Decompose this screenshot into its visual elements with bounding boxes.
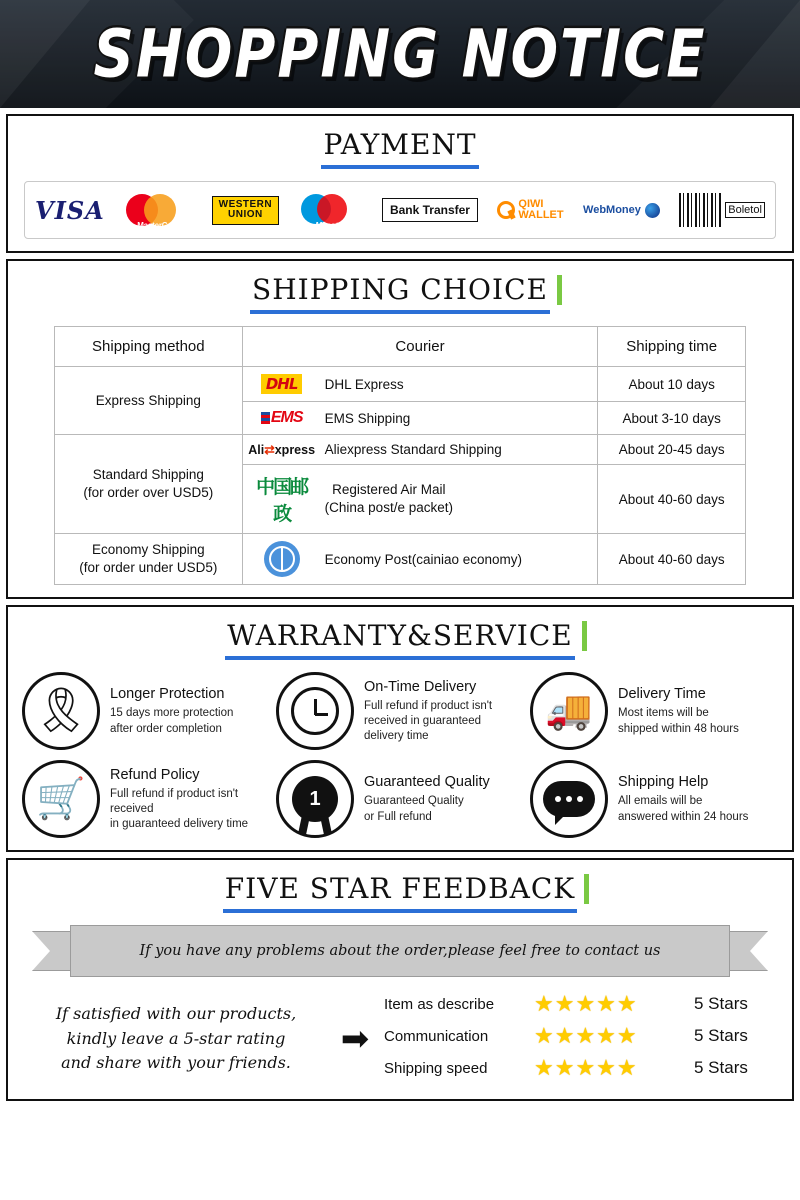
webmoney-icon <box>583 203 660 218</box>
rating-row-item-as-describe <box>384 991 774 1017</box>
warranty-line1: Full refund if product isn't received <box>110 787 239 815</box>
aliexpress-icon: Ali⇄xpress <box>248 443 316 457</box>
payment-logo-boleto <box>679 190 765 230</box>
table-row <box>55 435 746 465</box>
feedback-title: FIVE STAR FEEDBACK <box>223 872 577 913</box>
wu-line1: WESTERN <box>218 198 273 210</box>
warranty-title-text: Longer Protection <box>110 686 225 703</box>
warranty-line2: answered within 24 hours <box>618 810 749 823</box>
cell-method-standard <box>55 435 243 534</box>
warranty-title: WARRANTY&SERVICE <box>225 619 574 660</box>
shipping-table <box>54 326 746 585</box>
title-accent-tick <box>582 621 587 651</box>
courier-name: Aliexpress Standard Shipping <box>324 442 502 457</box>
header-banner <box>0 0 800 108</box>
th-shipping-method: Shipping method <box>55 327 243 367</box>
warranty-item-delivery-time <box>530 672 778 750</box>
webmoney-label: WebMoney <box>583 204 641 216</box>
cell-time-china-post: About 40-60 days <box>598 465 746 534</box>
table-header-row <box>55 327 746 367</box>
warranty-line1: All emails will be <box>618 795 703 808</box>
th-shipping-time: Shipping time <box>598 327 746 367</box>
warranty-section <box>6 605 794 852</box>
ribbon-text: If you have any problems about the order,please feel free to contact us <box>139 943 661 959</box>
rating-score: 5 Stars <box>694 1026 748 1045</box>
payment-logo-western-union <box>212 190 280 230</box>
method-name: Standard Shipping <box>92 467 204 483</box>
banner-corner-left <box>0 0 90 108</box>
title-accent-tick <box>557 275 562 305</box>
cell-time-aliexpress: About 20-45 days <box>598 435 746 465</box>
rating-row-shipping-speed <box>384 1055 774 1081</box>
wu-line2: UNION <box>228 209 263 220</box>
star-rating-icon: ★★★★★ <box>534 1023 638 1048</box>
cell-time-economy: About 40-60 days <box>598 534 746 585</box>
arrow-right-icon: ➡ <box>340 1020 370 1058</box>
page-title: SHOPPING NOTICE <box>93 15 707 93</box>
courier-name: EMS Shipping <box>324 410 411 426</box>
warranty-item-shipping-help <box>530 760 778 838</box>
star-rating-icon: ★★★★★ <box>534 991 638 1016</box>
warranty-item-on-time-delivery <box>276 672 524 750</box>
warranty-title-text: On-Time Delivery <box>364 678 477 695</box>
feedback-note-line2: kindly leave a 5-star rating <box>66 1028 286 1048</box>
boleto-icon <box>679 193 765 227</box>
cell-courier-ems <box>242 402 598 435</box>
method-subtitle: (for order over USD5) <box>83 485 214 500</box>
ribbon-icon: 🎗 <box>22 672 100 750</box>
courier-name: Registered Air Mail <box>332 482 446 498</box>
payment-logo-qiwi <box>497 190 563 230</box>
ribbon-body <box>70 925 730 977</box>
qiwi-line2: WALLET <box>518 209 564 221</box>
cell-courier-dhl <box>242 367 598 402</box>
warranty-title-wrap <box>16 619 784 660</box>
rating-rows <box>384 991 774 1087</box>
bank-transfer-icon: Bank Transfer <box>382 198 478 222</box>
cell-courier-economy <box>242 534 598 585</box>
star-rating-icon: ★★★★★ <box>534 1055 638 1080</box>
cell-time-ems: About 3-10 days <box>598 402 746 435</box>
warranty-line3: delivery time <box>364 730 429 743</box>
visa-icon: VISA <box>35 195 105 225</box>
cell-courier-china-post <box>242 465 598 534</box>
rating-label: Item as describe <box>384 995 495 1013</box>
truck-icon: 🚚 <box>530 672 608 750</box>
courier-name: Economy Post(cainiao economy) <box>324 551 522 567</box>
feedback-bottom <box>16 991 784 1087</box>
rating-label: Communication <box>384 1027 489 1045</box>
maestro-label: Maestro <box>315 221 346 230</box>
clock-icon <box>276 672 354 750</box>
un-cainiao-icon <box>249 541 315 577</box>
medal-icon: 1 <box>276 760 354 838</box>
payment-title-wrap <box>16 128 784 169</box>
boleto-label: Boletol <box>725 202 765 218</box>
cell-method-express: Express Shipping <box>55 367 243 435</box>
courier-name: DHL Express <box>324 376 404 392</box>
table-row <box>55 367 746 402</box>
dhl-icon: DHL <box>249 374 315 394</box>
courier-name-sub: (China post/e packet) <box>324 500 453 515</box>
warranty-line2: after order completion <box>110 722 222 735</box>
rating-score: 5 Stars <box>694 994 748 1013</box>
western-union-icon <box>212 196 280 225</box>
cell-method-economy <box>55 534 243 585</box>
feedback-note <box>26 1002 326 1076</box>
warranty-item-refund-policy <box>22 760 270 838</box>
payment-section <box>6 114 794 253</box>
rating-row-communication <box>384 1023 774 1049</box>
warranty-grid <box>16 672 784 838</box>
banner-corner-right <box>710 0 800 108</box>
cart-icon: 🛒 <box>22 760 100 838</box>
warranty-title-text: Delivery Time <box>618 686 706 703</box>
cell-courier-aliexpress <box>242 435 598 465</box>
payment-logo-mastercard <box>124 190 192 230</box>
warranty-title-text: Shipping Help <box>618 774 709 791</box>
chat-icon <box>530 760 608 838</box>
warranty-item-longer-protection <box>22 672 270 750</box>
feedback-note-line3: and share with your friends. <box>61 1053 291 1073</box>
feedback-note-line1: If satisfied with our products, <box>55 1003 297 1023</box>
table-row <box>55 534 746 585</box>
shipping-title-wrap <box>16 273 784 314</box>
payment-logos-row <box>24 181 776 239</box>
payment-logo-maestro <box>299 190 363 230</box>
warranty-line2: shipped within 48 hours <box>618 722 739 735</box>
warranty-item-guaranteed-quality <box>276 760 524 838</box>
rating-label: Shipping speed <box>384 1059 488 1077</box>
ems-icon: EMS <box>249 409 315 427</box>
warranty-line1: Full refund if product isn't <box>364 699 493 712</box>
warranty-line2: received in guaranteed <box>364 714 481 727</box>
method-subtitle: (for order under USD5) <box>79 560 218 575</box>
feedback-title-wrap <box>16 872 784 913</box>
contact-ribbon <box>28 925 772 977</box>
payment-logo-webmoney <box>583 190 660 230</box>
rating-score: 5 Stars <box>694 1058 748 1077</box>
warranty-line1: Guaranteed Quality <box>364 795 464 808</box>
warranty-title-text: Refund Policy <box>110 766 200 783</box>
mastercard-icon <box>124 191 192 229</box>
china-post-icon: 中国邮政 <box>256 476 308 525</box>
warranty-title-text: Guaranteed Quality <box>364 774 490 791</box>
method-name: Economy Shipping <box>92 542 205 558</box>
th-courier: Courier <box>242 327 598 367</box>
warranty-line2: or Full refund <box>364 810 432 823</box>
payment-title: PAYMENT <box>321 128 478 169</box>
warranty-line2: in guaranteed delivery time <box>110 818 249 831</box>
qiwi-line1: QIWI <box>518 198 544 210</box>
maestro-icon <box>299 192 363 228</box>
title-accent-tick <box>584 874 589 904</box>
qiwi-icon <box>497 199 563 221</box>
warranty-line1: 15 days more protection <box>110 707 234 720</box>
shipping-section <box>6 259 794 599</box>
feedback-section <box>6 858 794 1101</box>
mastercard-label: MasterCard <box>137 221 180 230</box>
cell-time-dhl: About 10 days <box>598 367 746 402</box>
payment-logo-visa <box>35 190 105 230</box>
warranty-line1: Most items will be <box>618 707 709 720</box>
payment-logo-bank-transfer <box>382 190 478 230</box>
shipping-title: SHIPPING CHOICE <box>250 273 550 314</box>
